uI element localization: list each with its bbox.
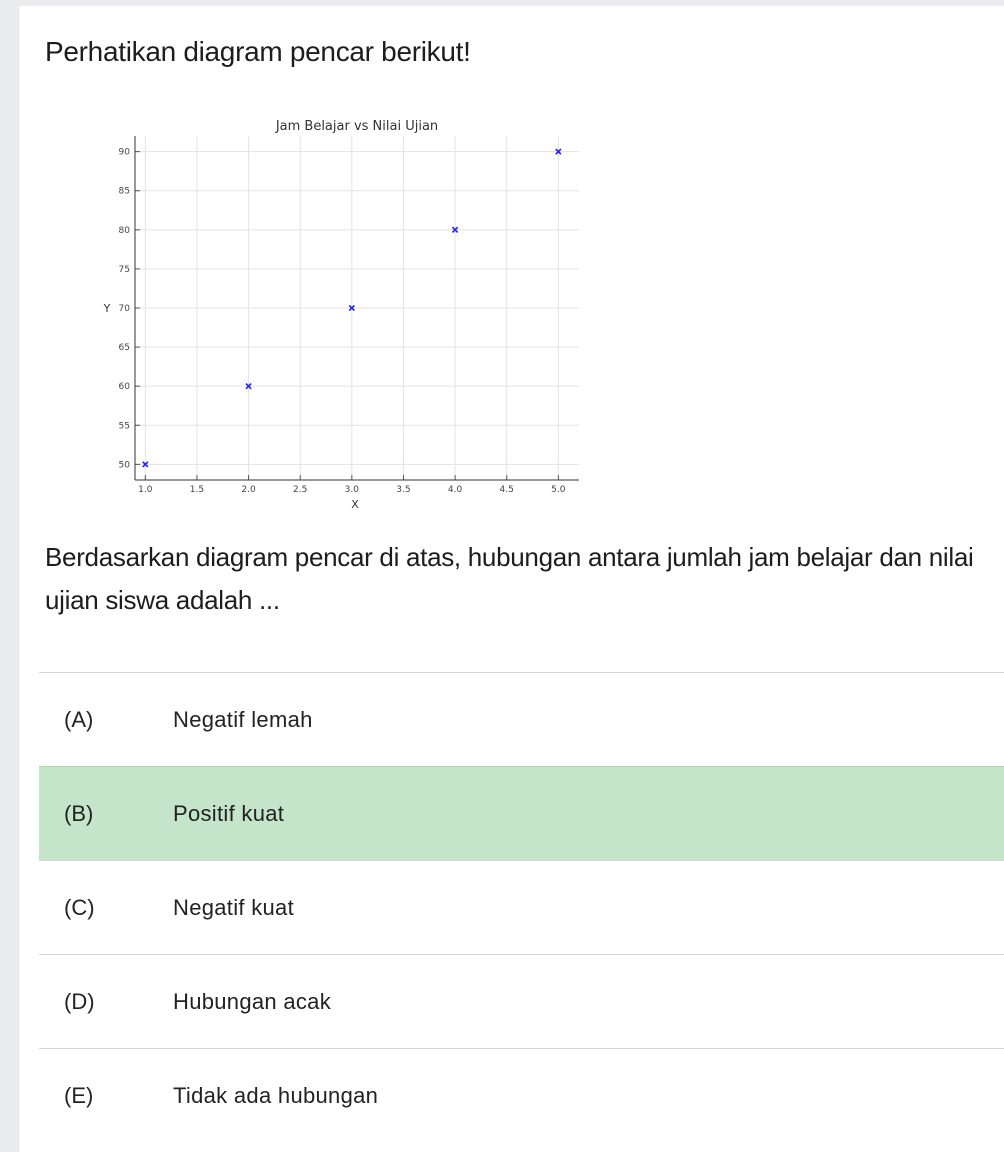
option-text: Negatif lemah [173, 707, 313, 732]
x-tick-label: 1.5 [189, 485, 205, 495]
option-e[interactable] [39, 1048, 1004, 1142]
option-text: Hubungan acak [173, 989, 332, 1014]
option-c[interactable] [39, 860, 1004, 954]
x-tick-label: 2.5 [293, 485, 308, 495]
question-title: Perhatikan diagram pencar berikut! [45, 36, 471, 67]
question-card [18, 6, 1004, 1152]
y-tick-label: 85 [118, 186, 130, 197]
option-b[interactable] [39, 766, 1004, 860]
scatter-chart-svg [79, 106, 579, 516]
option-text: Negatif kuat [173, 895, 295, 920]
x-tick-label: 4.5 [499, 485, 514, 495]
option-d[interactable] [39, 954, 1004, 1048]
y-tick-label: 75 [118, 264, 130, 275]
question-text: Berdasarkan diagram pencar di atas, hubungan antara jumlah jam belajar dan nilai ujian siswa adalah ... [45, 542, 974, 615]
y-axis-label: Y [103, 302, 111, 315]
x-axis-label: X [351, 498, 359, 511]
left-gutter [0, 0, 18, 1152]
y-tick-label: 55 [118, 421, 130, 432]
x-tick-label: 3.0 [344, 485, 360, 495]
scatter-chart [79, 106, 579, 516]
option-letter: (B) [64, 801, 94, 826]
x-tick-label: 2.0 [241, 485, 256, 495]
option-text: Positif kuat [173, 801, 285, 826]
option-letter: (D) [64, 989, 95, 1014]
x-tick-label: 3.5 [396, 485, 411, 495]
y-tick-label: 65 [118, 343, 130, 354]
y-tick-label: 70 [118, 304, 130, 314]
y-tick-label: 60 [118, 382, 130, 393]
option-a[interactable] [39, 672, 1004, 766]
y-tick-label: 80 [118, 225, 130, 236]
option-letter: (A) [64, 707, 94, 732]
y-tick-label: 90 [118, 147, 130, 158]
answer-options [39, 672, 1004, 1142]
option-letter: (E) [64, 1083, 94, 1108]
option-letter: (C) [64, 895, 95, 920]
x-tick-label: 1.0 [138, 485, 153, 495]
x-tick-label: 4.0 [447, 485, 463, 495]
x-tick-label: 5.0 [551, 485, 566, 495]
y-tick-label: 50 [118, 460, 130, 471]
option-text: Tidak ada hubungan [173, 1083, 379, 1108]
chart-title: Jam Belajar vs Nilai Ujian [275, 119, 439, 134]
